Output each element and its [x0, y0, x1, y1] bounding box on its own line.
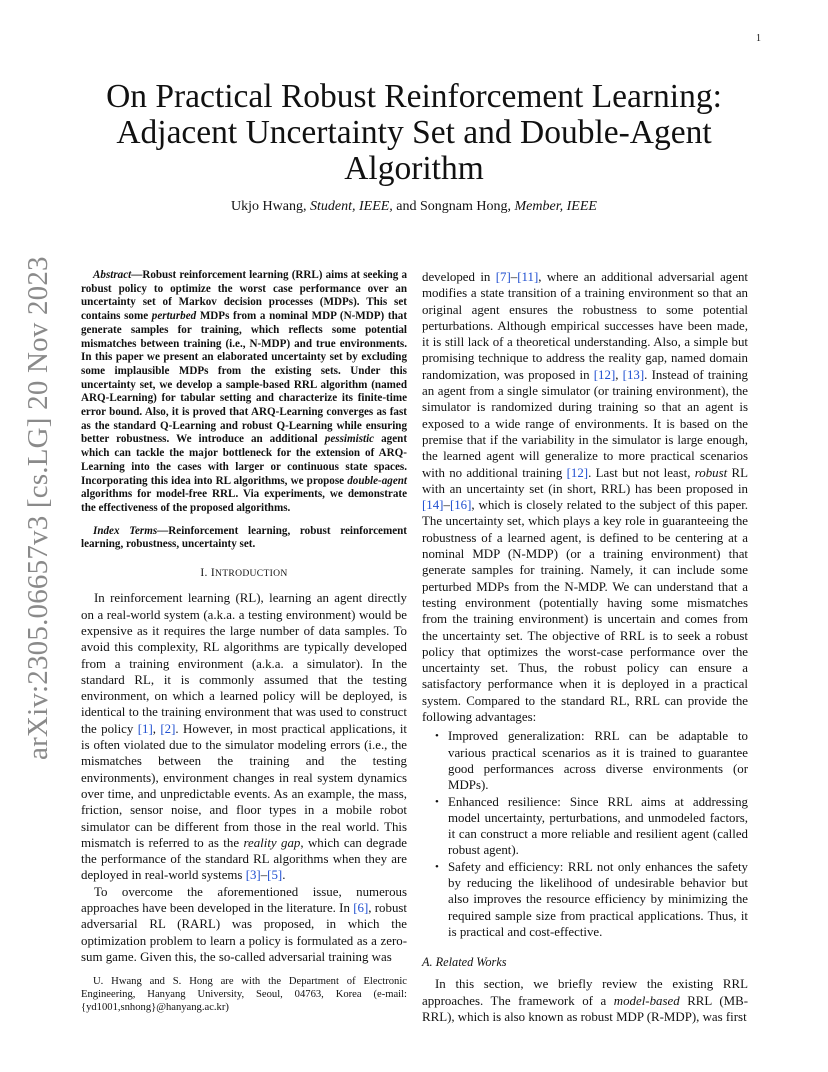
citation-link[interactable]: [2]: [160, 721, 176, 736]
list-item: • Safety and efficiency: RRL not only enhances the safety by reducing the likelihood of undesirable behavior but also improves the resource efficiency by minimizing the required sample size from practical applications. Thus, it is practical and cost-effective.: [435, 859, 748, 939]
citation-link[interactable]: [14]: [422, 498, 444, 513]
intro-paragraph-2-continued: developed in [7]–[11], where an additional adversarial agent modifies a state transition of a training environment so that an original agent ensures the robustness to some potential perturbations. Although empirical successes have been made, it is still lack of a theoretical understanding. Also, a simple but promising technique to address the reality gap, named domain randomization, was proposed in [12], [13]. Instead of training an agent from a single simulator (or training environment), the simulator is randomized during training so that an agent is exposed to a wide range of environments. It is based on the premise that if the variability in the simulator is large enough, the learned agent will generalize to more practical scenarios with no additional training [12]. Last but not least, robust RL with an uncertainty set (in short, RRL) has been proposed in [14]–[16], which is closely related to the subject of this paper. The uncertainty set, which plays a key role in guaranteeing the robustness of a learned agent, is defined to be centering at a nominal MDP (N-MDP) (or a training environment) that generate samples for training. Namely, it can include some perturbed MDPs from the N-MDP. We can understand that a testing environment (potentially having some mismatches from the training environment) is uncertain and comes from the uncertainty set. The objective of RRL is to seek a robust policy that optimizes the worst-case performance over the uncertainty set. Thus, the robust policy can ensure a satisfactory performance when it is deployed in a practical system. Compared to the standard RL, RRL can provide the following advantages:: [422, 270, 748, 725]
intro-paragraph-2: To overcome the aforementioned issue, numerous approaches have been developed in the literature. In [6], robust adversarial RL (RARL) was proposed, in which the optimization problem to learn a policy is formulated as a zero-sum game. Given this, the so-called adversarial training was: [81, 884, 407, 964]
abstract-label: Abstract: [93, 269, 132, 281]
citation-link[interactable]: [1]: [137, 721, 153, 736]
related-works-paragraph: In this section, we briefly review the existing RRL approaches. The framework of a model-based RRL (MB-RRL), which is also known as robust MDP (R-MDP), was first: [422, 977, 748, 1025]
left-column: [81, 269, 407, 965]
citation-link[interactable]: [12]: [566, 465, 589, 480]
list-item: • Enhanced resilience: Since RRL aims at addressing model uncertainty, perturbations, and unmodeled factors, it can construct a more reliable and resilient agent (called robust agent).: [435, 794, 748, 858]
author-1-role: Student, IEEE,: [309, 199, 393, 214]
bullet-icon: •: [435, 730, 439, 743]
subsection-heading-related-works: A. Related Works: [422, 955, 507, 970]
list-item: • Improved generalization: RRL can be adaptable to various practical scenarios as it is trained to guarantee good performances across diverse environments (or MDPs).: [435, 729, 748, 793]
intro-paragraph-1: In reinforcement learning (RL), learning an agent directly on a real-world system (a.k.a. a testing environment) would be expensive as it requires the large number of data samples. To avoid this complexity, RL algorithms are typically developed from a training environment (a.k.a. a simulator). In the standard RL, it is commonly assumed that the testing environment, on which a learned policy will be deployed, is identical to the training environment that was used to construct the policy [1], [2]. However, in most practical applications, it is often violated due to the simulator modeling errors (i.e., the mismatches between the training and the testing environments), environment changes in real system dynamics over time, and unpredictable events. As an example, the mass, friction, sensor noise, and floor types in a mobile robot simulator can be different from those in the real world. This mismatch is referred to as the reality gap, which can degrade the performance of the standard RL algorithms when they are deployed in real-world systems [3]–[5].: [81, 591, 407, 883]
citation-link[interactable]: [7]: [495, 270, 511, 284]
author-2-name: and Songnam Hong,: [392, 199, 512, 214]
bullet-icon: •: [435, 795, 439, 808]
citation-link[interactable]: [13]: [622, 367, 645, 382]
abstract: Abstract—Robust reinforcement learning (RRL) aims at seeking a robust policy to optimize the worst case performance over an uncertainty set of Markov decision processes (MDPs). This set contains some perturbed MDPs from a nominal MDP (N-MDP) that generate samples for training, which reflects some potential mismatches between training (i.e., N-MDP) and true environments. In this paper we present an elaborated uncertainty set by excluding some implausible MDPs from the existing sets. Under this uncertainty set, we develop a sample-based RRL algorithm (named ARQ-Learning) for tabular setting and characterize its finite-time error bound. Also, it is proved that ARQ-Learning converges as fast as the standard Q-Learning and robust Q-Learning while ensuring better robustness. We introduce an additional pessimistic agent which can tackle the major bottleneck for the extension of ARQ-Learning into the cases with larger or continuous state spaces. Incorporating this idea into RL algorithms, we propose double-agent algorithms for model-free RRL. Via experiments, we demonstrate the effectiveness of the proposed algorithms.: [81, 269, 408, 514]
bullet-icon: •: [435, 860, 439, 873]
paper-title: On Practical Robust Reinforcement Learning: Adjacent Uncertainty Set and Double-Agent Algorithm: [106, 78, 722, 187]
section-heading-introduction: I. INTRODUCTION: [200, 567, 288, 580]
citation-link[interactable]: [12]: [593, 367, 616, 382]
citation-link[interactable]: [6]: [353, 901, 369, 915]
affiliation-footnote: U. Hwang and S. Hong are with the Department of Electronic Engineering, Hanyang University, Seoul, 04763, Korea (e-mail: {yd1001,snhong}@hanyang.ac.kr): [81, 976, 407, 1013]
citation-link[interactable]: [5]: [267, 868, 283, 883]
citation-link[interactable]: [11]: [517, 270, 539, 284]
page-number: 1: [756, 33, 761, 44]
citation-link[interactable]: [3]: [245, 868, 261, 883]
advantages-list: [422, 728, 748, 940]
author-1-name: Ukjo Hwang,: [231, 199, 307, 214]
citation-link[interactable]: [16]: [449, 498, 472, 513]
author-line: [80, 199, 748, 215]
index-terms-label: Index Terms: [93, 524, 158, 537]
index-terms: Index Terms—Reinforcement learning, robust reinforcement learning, robustness, uncertainty set.: [81, 524, 407, 551]
arxiv-identifier-stamp: arXiv:2305.06657v3 [cs.LG] 20 Nov 2023: [22, 256, 54, 760]
author-2-role: Member, IEEE: [514, 199, 597, 214]
right-column: [422, 269, 748, 1025]
